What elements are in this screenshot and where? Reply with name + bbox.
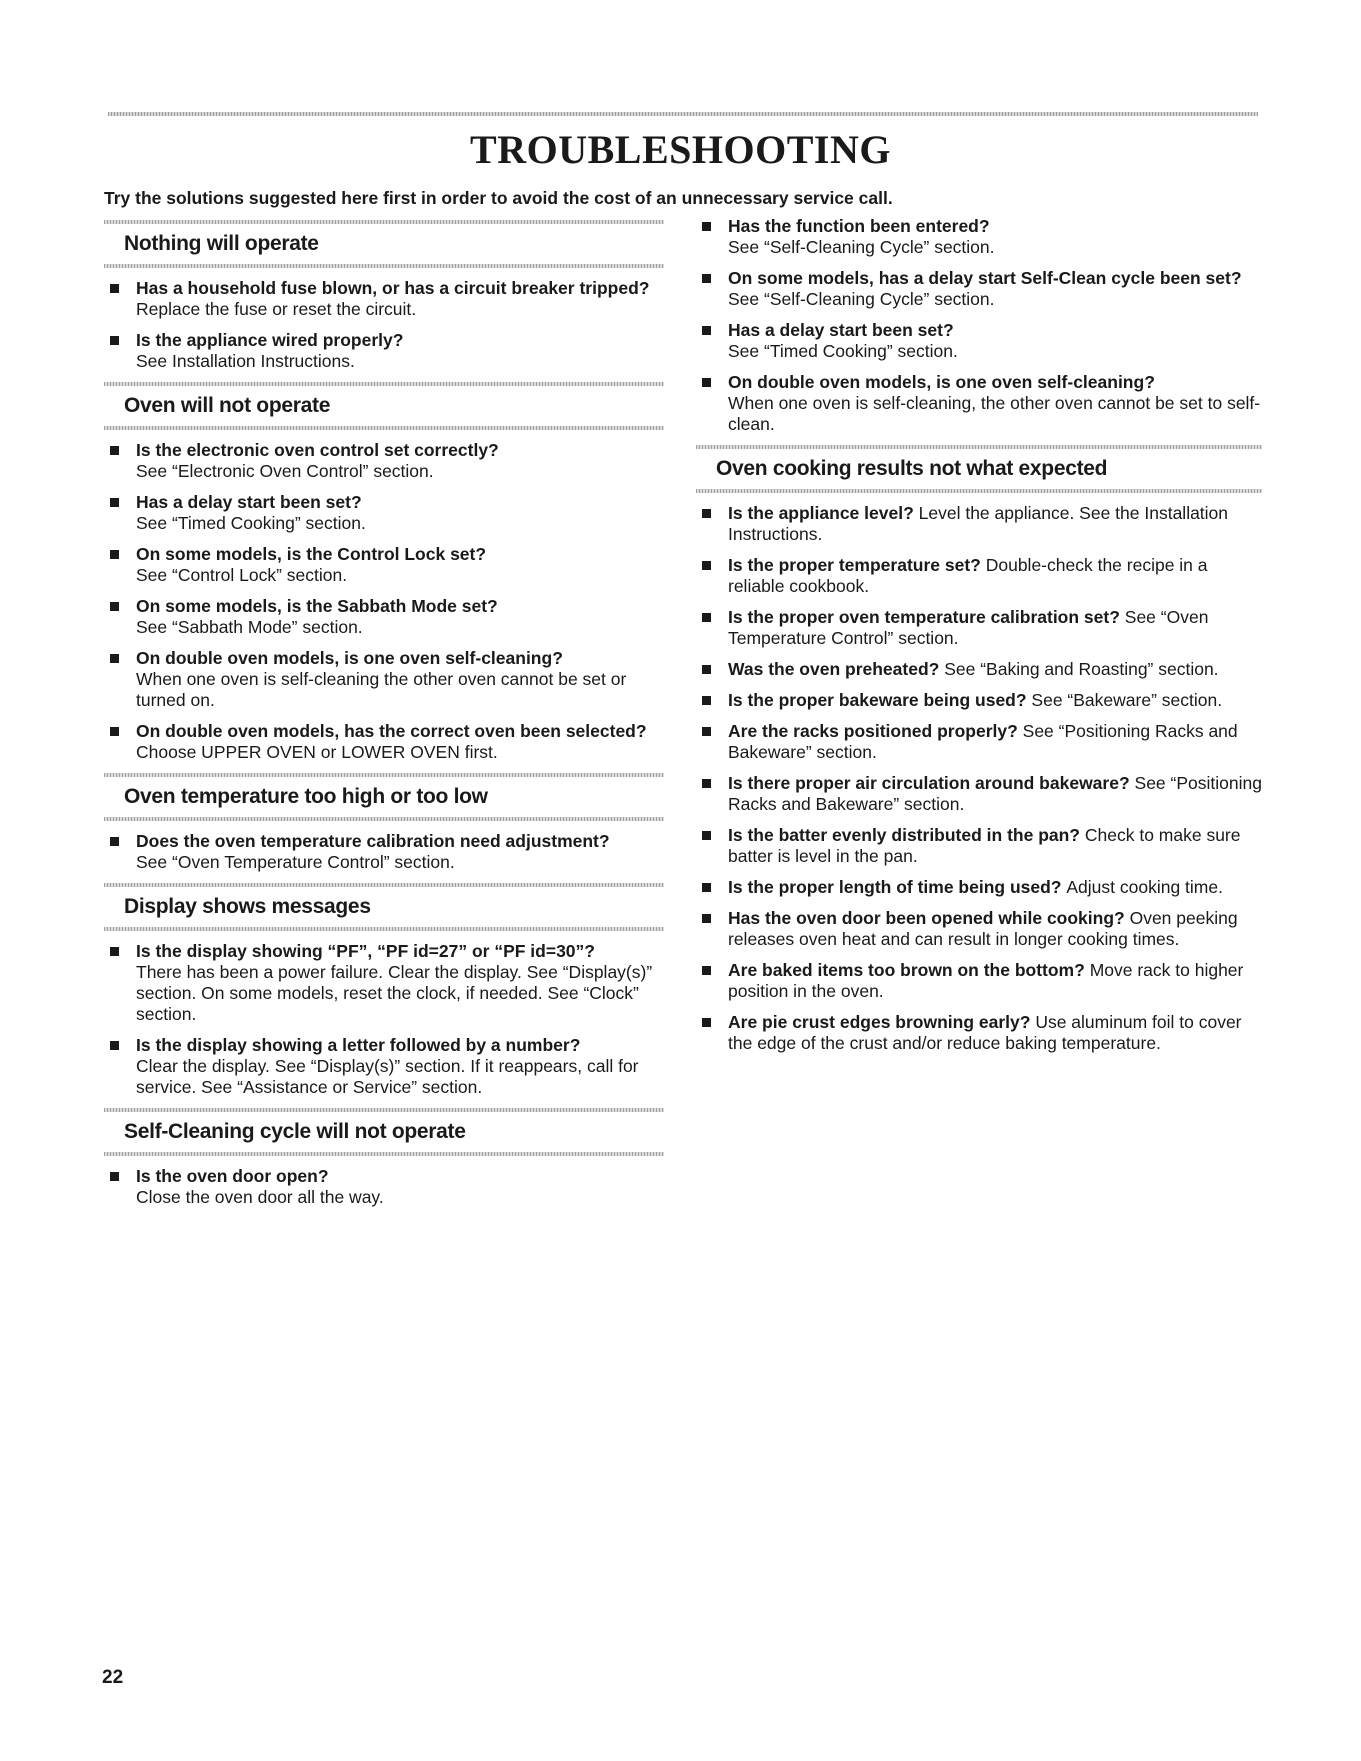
answer: Use aluminum foil to cover the edge of the crust and/or reduce baking temperature. [728,1012,1242,1053]
section-header [104,1108,664,1156]
list-item [104,648,664,711]
list-item [696,1012,1262,1054]
section-title: Nothing will operate [124,232,319,255]
bullet-square-icon [702,831,711,840]
bullet-square-icon [110,837,119,846]
question: Is the display showing “PF”, “PF id=27” or “PF id=30”? [136,941,595,961]
bullet-square-icon [702,696,711,705]
list-item [104,330,664,372]
answer: See “Timed Cooking” section. [136,513,366,533]
list-item [696,721,1262,763]
question: Was the oven preheated? [728,659,945,679]
list-item [696,268,1262,310]
question: Are the racks positioned properly? [728,721,1023,741]
question: On some models, is the Control Lock set? [136,544,487,564]
section-header [696,445,1262,493]
question: Is there proper air circulation around bakeware? [728,773,1135,793]
left-column [104,220,664,1218]
list-item [104,831,664,873]
intro-text: Try the solutions suggested here first in order to avoid the cost of an unnecessary service call. [104,188,893,208]
list-item [696,216,1262,258]
list-item [696,320,1262,362]
page-number: 22 [102,1667,124,1688]
list-item [104,721,664,763]
section-display-messages [104,883,664,1098]
answer: Close the oven door all the way. [136,1187,384,1207]
list-item [104,544,664,586]
question: On double oven models, has the correct oven been selected? [136,721,647,741]
section-self-cleaning [104,1108,664,1208]
answer: See “Positioning Racks and Bakeware” section. [728,773,1262,814]
answer: See “Control Lock” section. [136,565,348,585]
section-title: Oven temperature too high or too low [124,785,488,808]
section-title: Display shows messages [124,895,371,918]
answer: Check to make sure batter is level in the pan. [728,825,1241,866]
answer: See “Baking and Roasting” section. [944,659,1219,679]
answer: Oven peeking releases oven heat and can result in longer cooking times. [728,908,1238,949]
answer: Clear the display. See “Display(s)” section. If it reappears, call for service. See “Assistance or Service” section. [136,1056,639,1097]
question: Is the oven door open? [136,1166,329,1186]
question: Is the batter evenly distributed in the pan? [728,825,1085,845]
question: Does the oven temperature calibration need adjustment? [136,831,610,851]
question: Is the display showing a letter followed by a number? [136,1035,581,1055]
question: Has the function been entered? [728,216,990,236]
question: Has a delay start been set? [136,492,362,512]
list-item [104,1035,664,1098]
bullet-square-icon [110,727,119,736]
bullet-square-icon [110,446,119,455]
answer: See “Self-Cleaning Cycle” section. [728,289,995,309]
list-item [696,503,1262,545]
section-header [104,773,664,821]
answer: Move rack to higher position in the oven. [728,960,1244,1001]
answer: When one oven is self-cleaning the other oven cannot be set or turned on. [136,669,627,710]
section-header [104,220,664,268]
question: On double oven models, is one oven self-cleaning? [136,648,563,668]
question: Has a delay start been set? [728,320,954,340]
bullet-square-icon [702,561,711,570]
list-item [696,773,1262,815]
bullet-square-icon [110,1172,119,1181]
answer: See “Self-Cleaning Cycle” section. [728,237,995,257]
list-item [696,372,1262,435]
list-item [104,941,664,1025]
section-header [104,382,664,430]
question: Is the appliance level? [728,503,919,523]
list-item [104,596,664,638]
bullet-square-icon [110,336,119,345]
question: Are pie crust edges browning early? [728,1012,1036,1032]
question: Is the proper bakeware being used? [728,690,1032,710]
answer: See Installation Instructions. [136,351,355,371]
list-item [696,690,1262,711]
bullet-square-icon [702,613,711,622]
question: On some models, has a delay start Self-Clean cycle been set? [728,268,1242,288]
bullet-square-icon [702,1018,711,1027]
answer: When one oven is self-cleaning, the other oven cannot be set to self-clean. [728,393,1261,434]
answer: See “Oven Temperature Control” section. [728,607,1209,648]
answer: See “Timed Cooking” section. [728,341,958,361]
answer: See “Oven Temperature Control” section. [136,852,455,872]
list-item [104,440,664,482]
top-divider [108,112,1258,116]
section-title: Self-Cleaning cycle will not operate [124,1120,466,1143]
bullet-square-icon [110,498,119,507]
answer: Level the appliance. See the Installation Instructions. [728,503,1229,544]
bullet-square-icon [702,779,711,788]
bullet-square-icon [702,727,711,736]
bullet-square-icon [110,947,119,956]
question: Is the proper temperature set? [728,555,986,575]
section-title: Oven cooking results not what expected [716,457,1108,480]
bullet-square-icon [702,326,711,335]
answer: There has been a power failure. Clear the display. See “Display(s)” section. On some models, reset the clock, if needed. See “Clock” section. [136,962,653,1024]
right-column [696,216,1262,1064]
section-cooking-results [696,445,1262,1054]
bullet-square-icon [110,602,119,611]
question: On some models, is the Sabbath Mode set? [136,596,498,616]
bullet-square-icon [702,914,711,923]
answer: See “Positioning Racks and Bakeware” section. [728,721,1238,762]
bullet-square-icon [702,665,711,674]
list-item [104,278,664,320]
question: Is the electronic oven control set correctly? [136,440,499,460]
section-oven-temperature [104,773,664,873]
list-item [696,555,1262,597]
list-item [696,908,1262,950]
answer: Adjust cooking time. [1066,877,1223,897]
question: On double oven models, is one oven self-cleaning? [728,372,1155,392]
list-item [696,659,1262,680]
bullet-square-icon [702,274,711,283]
section-nothing-will-operate [104,220,664,372]
bullet-square-icon [110,550,119,559]
answer: Double-check the recipe in a reliable cookbook. [728,555,1208,596]
question: Has the oven door been opened while cooking? [728,908,1130,928]
bullet-square-icon [702,509,711,518]
question: Are baked items too brown on the bottom? [728,960,1090,980]
list-item [696,877,1262,898]
list-item [104,1166,664,1208]
list-item [696,607,1262,649]
bullet-square-icon [110,654,119,663]
bullet-square-icon [110,1041,119,1050]
bullet-square-icon [702,222,711,231]
question: Is the proper length of time being used? [728,877,1067,897]
bullet-square-icon [702,883,711,892]
section-self-cleaning-continued [696,216,1262,435]
section-oven-will-not-operate [104,382,664,763]
bullet-square-icon [702,966,711,975]
list-item [104,492,664,534]
bullet-square-icon [110,284,119,293]
answer: See “Bakeware” section. [1031,690,1223,710]
list-item [696,825,1262,867]
question: Is the proper oven temperature calibration set? [728,607,1125,627]
section-header [104,883,664,931]
question: Is the appliance wired properly? [136,330,404,350]
page-title: TROUBLESHOOTING [470,127,891,172]
answer: Replace the fuse or reset the circuit. [136,299,417,319]
answer: See “Sabbath Mode” section. [136,617,363,637]
bullet-square-icon [702,378,711,387]
answer: Choose UPPER OVEN or LOWER OVEN first. [136,742,498,762]
answer: See “Electronic Oven Control” section. [136,461,434,481]
question: Has a household fuse blown, or has a circuit breaker tripped? [136,278,650,298]
section-title: Oven will not operate [124,394,331,417]
list-item [696,960,1262,1002]
